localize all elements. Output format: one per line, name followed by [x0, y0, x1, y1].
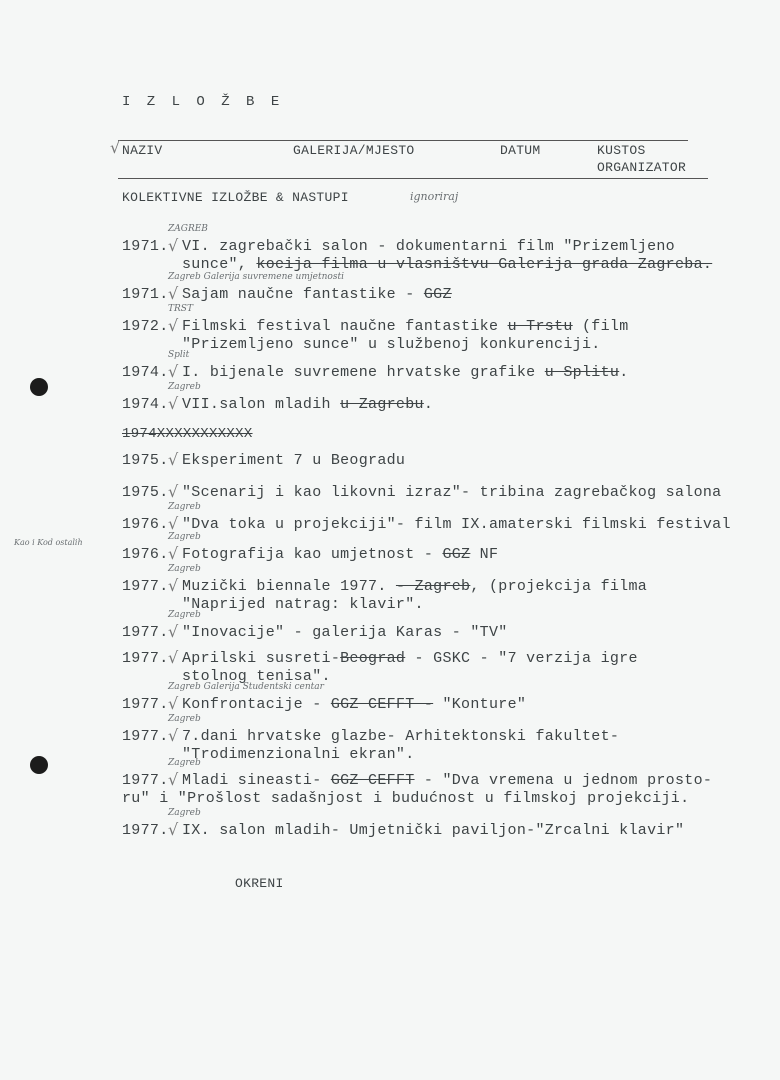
entry-text: I. bijenale suvremene hrvatske grafike u Splitu. [182, 364, 629, 381]
entry-text: "Inovacije" - galerija Karas - "TV" [182, 624, 508, 641]
section-handwritten-note: ignoriraj [410, 190, 459, 203]
entry-handwritten-note: TRST [168, 304, 193, 314]
entry-text: "Dva toka u projekciji"- film IX.amaterski filmski festival [182, 516, 731, 533]
punch-hole [30, 756, 48, 774]
entry-handwritten-note: Zagreb [168, 714, 201, 724]
entry-text: Fotografija kao umjetnost - GGZ NF [182, 546, 499, 563]
check-mark-icon: √ [168, 284, 179, 303]
check-mark-icon: √ [168, 820, 179, 839]
check-mark-icon: √ [168, 648, 179, 667]
struck-text: Beograd [340, 650, 406, 667]
entry-handwritten-note: Split [168, 350, 190, 360]
column-header-datum: DATUM [500, 143, 541, 158]
entry-text-continued: stolnog tenisa". [182, 668, 331, 685]
entry-handwritten-note: Zagreb [168, 564, 201, 574]
struck-text: GGZ [423, 286, 452, 303]
check-mark-icon: √ [168, 362, 179, 381]
entry-year: 1971. [122, 286, 169, 303]
struck-text: koeija filma u vlasništvu Galerija grada Zagreba. [256, 256, 713, 273]
entry-year: 1974. [122, 364, 169, 381]
header-rule-top [118, 140, 688, 141]
struck-text: GGZ [442, 546, 471, 563]
entry-year: 1977. [122, 728, 169, 745]
entry-text-continued: ru" i "Prošlost sadašnjost i budućnost u filmskoj projekciji. [122, 790, 690, 807]
entry-year: 1976. [122, 516, 169, 533]
check-mark-icon: √ [168, 450, 179, 469]
column-header-organizator: ORGANIZATOR [597, 160, 687, 175]
check-mark-icon: √ [168, 544, 179, 563]
check-mark-icon: √ [168, 316, 179, 335]
entry-text: 7.dani hrvatske glazbe- Arhitektonski fakultet- [182, 728, 620, 745]
punch-hole [30, 378, 48, 396]
entry-text-continued: "Prizemljeno sunce" u službenoj konkurenciji. [182, 336, 601, 353]
struck-text: GGZ CEFFT - [330, 696, 434, 713]
entry-year: 1975. [122, 484, 169, 501]
entry-handwritten-note: Zagreb [168, 610, 201, 620]
header-rule-bottom [118, 178, 708, 179]
entry-handwritten-note: Zagreb Galerija Studentski centar [168, 682, 324, 692]
crossed-out-line: 1974XXXXXXXXXXX [122, 426, 253, 442]
entry-year: 1974. [122, 396, 169, 413]
entry-year: 1977. [122, 822, 169, 839]
entry-text-continued: "Trodimenzionalni ekran". [182, 746, 415, 763]
entry-year: 1977. [122, 650, 169, 667]
struck-text: - Zagreb [395, 578, 471, 595]
entry-year: 1977. [122, 624, 169, 641]
entry-text: Eksperiment 7 u Beogradu [182, 452, 406, 469]
entry-year: 1977. [122, 696, 169, 713]
entry-year: 1977. [122, 772, 169, 789]
check-mark-icon: √ [168, 514, 179, 533]
entry-year: 1976. [122, 546, 169, 563]
entry-year: 1971. [122, 238, 169, 255]
entry-text: Filmski festival naučne fantastike u Trstu (film [182, 318, 629, 335]
check-mark-icon: √ [168, 236, 179, 255]
entry-text: IX. salon mladih- Umjetnički paviljon-"Zrcalni klavir" [182, 822, 685, 839]
check-mark-icon: √ [168, 694, 179, 713]
struck-text: GGZ CEFFT [330, 772, 415, 789]
check-mark-icon: √ [168, 482, 179, 501]
entry-handwritten-note: Zagreb [168, 808, 201, 818]
struck-text: u Splitu [544, 364, 620, 381]
struck-text: u Zagrebu [340, 396, 424, 413]
entry-year: 1977. [122, 578, 169, 595]
check-mark-icon: √ [168, 622, 179, 641]
entry-handwritten-note: ZAGREB [168, 224, 208, 234]
entry-handwritten-note: Zagreb [168, 758, 201, 768]
check-mark-icon: √ [168, 770, 179, 789]
entry-handwritten-note: Zagreb [168, 382, 201, 392]
column-header-naziv: NAZIV [122, 143, 163, 158]
entry-text: "Scenarij i kao likovni izraz"- tribina zagrebačkog salona [182, 484, 722, 501]
check-mark-icon: √ [168, 576, 179, 595]
column-header-galerija: GALERIJA/MJESTO [293, 143, 415, 158]
entry-text: VI. zagrebački salon - dokumentarni film "Prizemljeno [182, 238, 675, 255]
check-mark-icon: √ [168, 394, 179, 413]
section-heading: KOLEKTIVNE IZLOŽBE & NASTUPI [122, 190, 349, 205]
entry-text: Sajam naučne fantastike - GGZ [182, 286, 452, 303]
entry-handwritten-note: Zagreb [168, 502, 201, 512]
document-title: I Z L O Ž B E [122, 94, 284, 110]
struck-text: u Trstu [507, 318, 573, 335]
entry-text: Muzički biennale 1977. - Zagreb, (projekcija filma [182, 578, 648, 595]
entry-year: 1975. [122, 452, 169, 469]
entry-text: Konfrontacije - GGZ CEFFT - "Konture" [182, 696, 527, 713]
footer-okreni: OKRENI [235, 876, 284, 891]
entry-text: VII.salon mladih u Zagrebu. [182, 396, 434, 413]
entry-text-continued: sunce", koeija filma u vlasništvu Galerija grada Zagreba. [182, 256, 713, 273]
entry-text-continued: "Naprijed natrag: klavir". [182, 596, 424, 613]
check-mark-icon: √ [168, 726, 179, 745]
column-header-kustos: KUSTOS [597, 143, 646, 158]
margin-handwritten-note: Kao i Kod ostalih [14, 538, 83, 547]
entry-text: Aprilski susreti-Beograd - GSKC - "7 verzija igre [182, 650, 638, 667]
entry-year: 1972. [122, 318, 169, 335]
entry-handwritten-note: Zagreb [168, 532, 201, 542]
entry-handwritten-note: Zagreb Galerija suvremene umjetnosti [168, 272, 344, 282]
check-mark-icon: √ [110, 138, 121, 157]
entry-text: Mladi sineasti- GGZ CEFFT - "Dva vremena u jednom prosto- [182, 772, 713, 789]
